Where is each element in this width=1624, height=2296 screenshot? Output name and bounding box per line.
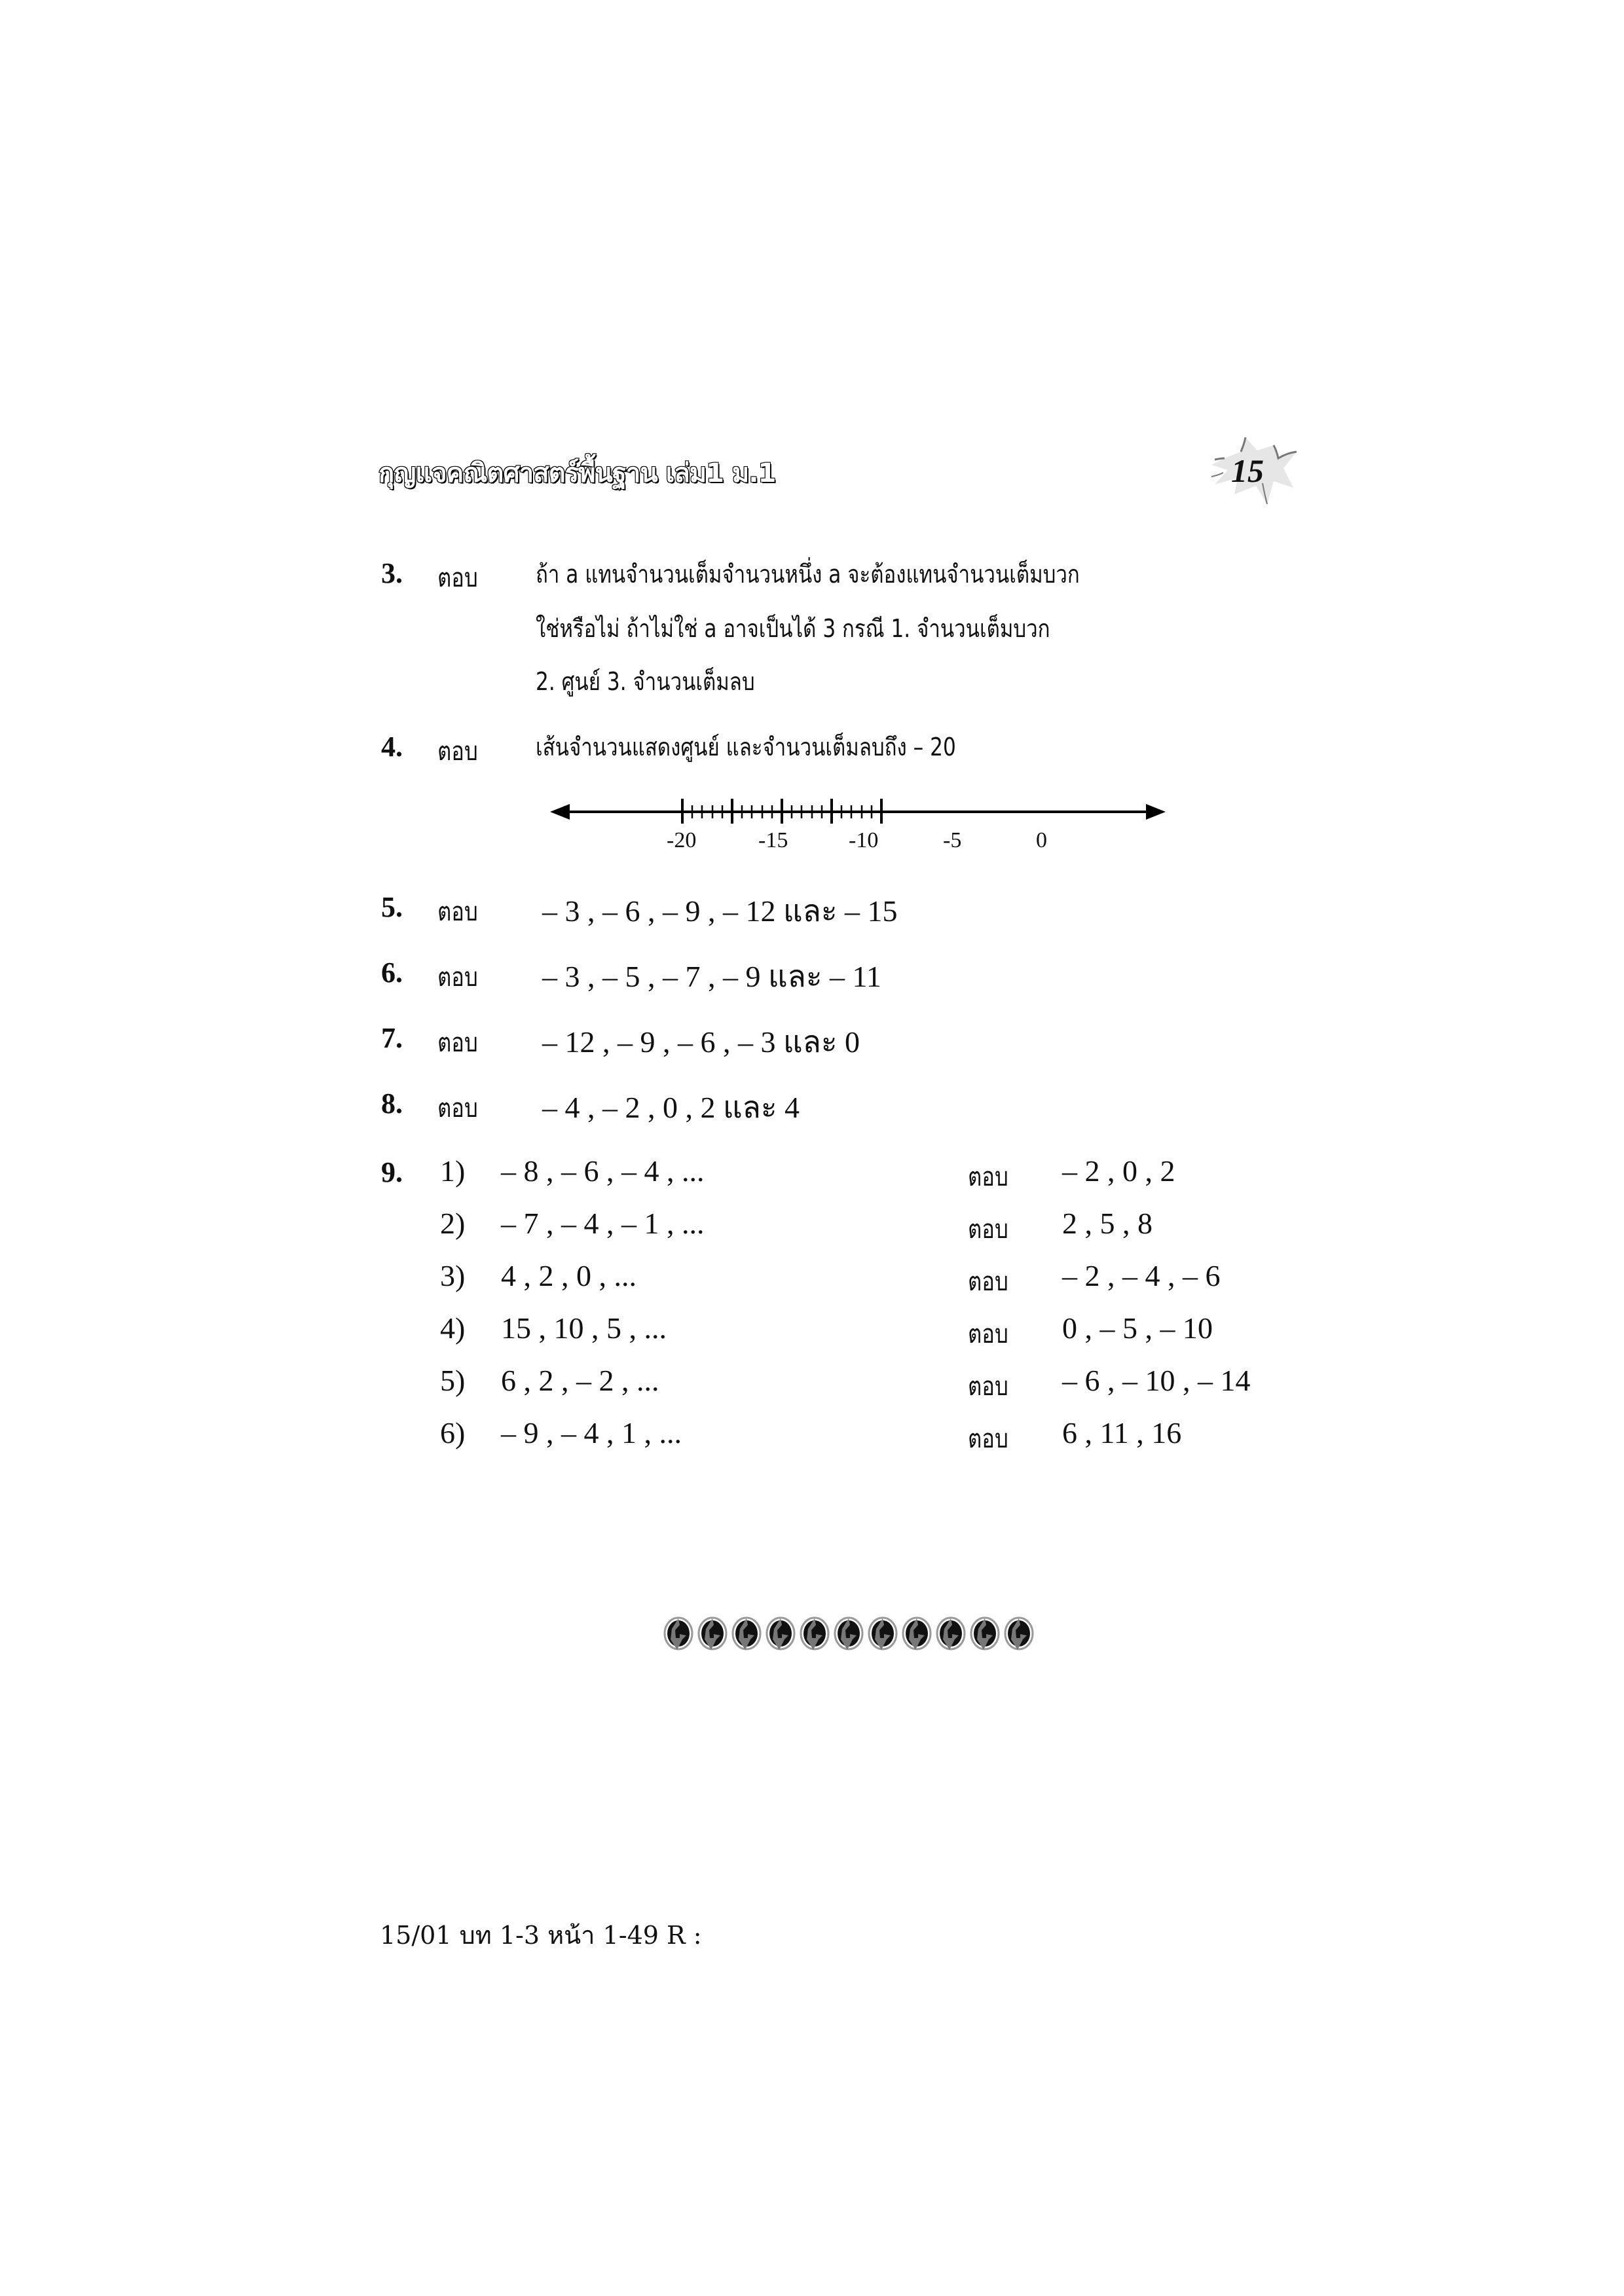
answer-label: ตอบ	[968, 1424, 1008, 1454]
g-emblem-icon	[969, 1616, 1001, 1651]
tick-label: -20	[667, 828, 697, 852]
sequence-text: 6 , 2 , – 2 , ...	[501, 1364, 659, 1397]
question-number: 5.	[381, 891, 403, 923]
g-emblem-icon	[697, 1616, 728, 1651]
g-emblem-icon	[901, 1616, 932, 1651]
part-label: 1)	[440, 1154, 466, 1188]
sequence-text: – 8 , – 6 , – 4 , ...	[501, 1154, 705, 1188]
g-emblem-icon	[731, 1616, 762, 1651]
part-label: 6)	[440, 1416, 466, 1449]
answer-text: – 3 , – 6 , – 9 , – 12 และ – 15	[542, 894, 898, 928]
g-emblem-icon	[935, 1616, 967, 1651]
answer-text: – 6 , – 10 , – 14	[1062, 1364, 1251, 1397]
answer-text: – 2 , – 4 , – 6	[1062, 1259, 1221, 1292]
answer-label: ตอบ	[437, 737, 478, 767]
tick-label: -5	[943, 828, 962, 852]
answer-label: ตอบ	[437, 563, 478, 593]
question-number: 8.	[381, 1087, 403, 1120]
arrow-left-icon	[550, 804, 570, 820]
answer-label: ตอบ	[437, 1093, 478, 1123]
sequence-text: – 7 , – 4 , – 1 , ...	[501, 1207, 705, 1240]
answer-label: ตอบ	[968, 1267, 1008, 1297]
ornament-divider	[663, 1616, 1035, 1651]
answer-text: 6 , 11 , 16	[1062, 1416, 1182, 1449]
g-emblem-icon	[663, 1616, 694, 1651]
answer-label: ตอบ	[437, 1028, 478, 1058]
tick-label: -15	[758, 828, 788, 852]
question-number: 4.	[381, 731, 403, 763]
answer-label: ตอบ	[968, 1162, 1008, 1192]
answer-text-line: เส้นจำนวนแสดงศูนย์ และจำนวนเต็มลบถึง – 20	[536, 733, 956, 761]
sequence-text: 4 , 2 , 0 , ...	[501, 1259, 637, 1292]
answer-text-line: ถ้า a แทนจำนวนเต็มจำนวนหนึ่ง a จะต้องแทนจำนวนเต็มบวก	[536, 560, 1080, 589]
part-label: 2)	[440, 1207, 466, 1240]
page-number: 15	[1231, 452, 1264, 489]
part-label: 3)	[440, 1259, 466, 1292]
answer-label: ตอบ	[968, 1319, 1008, 1349]
g-emblem-icon	[799, 1616, 830, 1651]
part-label: 5)	[440, 1364, 466, 1397]
sequence-text: 15 , 10 , 5 , ...	[501, 1311, 667, 1345]
answer-label: ตอบ	[437, 897, 478, 927]
g-emblem-icon	[867, 1616, 898, 1651]
answer-text: 2 , 5 , 8	[1062, 1207, 1153, 1240]
book-title: กุญแจคณิตศาสตร์พื้นฐาน เล่ม1 ม.1	[378, 458, 776, 488]
tick-label: -10	[849, 828, 879, 852]
answer-label: ตอบ	[968, 1372, 1008, 1402]
sequence-text: – 9 , – 4 , 1 , ...	[501, 1416, 682, 1449]
answer-text: – 12 , – 9 , – 6 , – 3 และ 0	[542, 1025, 860, 1059]
answer-text: – 3 , – 5 , – 7 , – 9 และ – 11	[542, 960, 881, 993]
answer-text: – 4 , – 2 , 0 , 2 และ 4	[542, 1091, 800, 1124]
answer-text-line: ใช่หรือไม่ ถ้าไม่ใช่ a อาจเป็นได้ 3 กรณี 1. จำนวนเต็มบวก	[536, 614, 1050, 643]
answer-text: – 2 , 0 , 2	[1062, 1154, 1175, 1188]
question-number: 6.	[381, 957, 403, 989]
arrow-right-icon	[1146, 804, 1166, 820]
answer-text: 0 , – 5 , – 10	[1062, 1311, 1213, 1345]
answer-label: ตอบ	[968, 1214, 1008, 1245]
question-number: 7.	[381, 1022, 403, 1054]
g-emblem-icon	[1003, 1616, 1035, 1651]
question-number: 3.	[381, 557, 403, 589]
g-emblem-icon	[833, 1616, 864, 1651]
question-number: 9.	[381, 1156, 403, 1188]
tick-label: 0	[1036, 828, 1047, 852]
g-emblem-icon	[765, 1616, 796, 1651]
answer-label: ตอบ	[437, 962, 478, 993]
print-footer: 15/01 บท 1-3 หน้า 1-49 R :	[380, 1921, 702, 1950]
part-label: 4)	[440, 1311, 466, 1345]
answer-text-line: 2. ศูนย์ 3. จำนวนเต็มลบ	[536, 667, 755, 696]
